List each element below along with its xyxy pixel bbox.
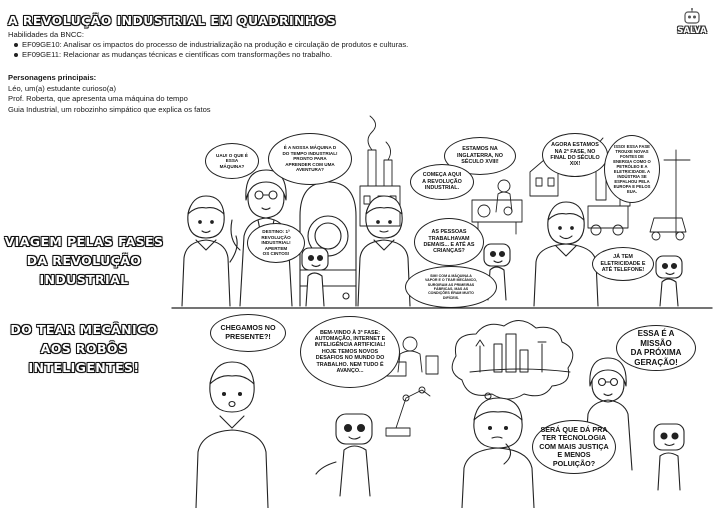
bncc-item: EF09GE10: Analisar os impactos do processo de industrialização na produção e circulação de produtos e culturas.	[14, 40, 528, 50]
bncc-item: EF09GE11: Relacionar as mudanças técnicas e científicas com transformações no trabalho.	[14, 50, 528, 60]
student-leo-figure	[358, 196, 410, 306]
future-city-cloud	[452, 320, 573, 406]
robot-guide-figure	[302, 248, 328, 306]
student-leo-figure	[182, 196, 237, 306]
speech-bubble: ESTAMOS NA INGLATERRA, NO SÉCULO XVIII!	[444, 137, 516, 175]
speech-bubble: UAU! O QUE É ESSA MÁQUINA?	[205, 143, 259, 179]
robot-guide-figure	[654, 424, 684, 490]
bncc-heading: Habilidades da BNCC:	[8, 30, 84, 39]
student-leo-figure	[462, 398, 534, 508]
character-item: Guia Industrial, um robozinho simpático que explica os fatos	[8, 104, 211, 114]
speech-bubble: AGORA ESTAMOS NA 2ª FASE, NO FINAL DO SÉCULO XIX!	[542, 133, 608, 177]
side-title-line: DO TEAR MECÂNICO	[10, 322, 158, 337]
speech-bubble: DESTINO: 1ª REVOLUÇÃO INDUSTRIAL! APERTEM OS CINTOS!	[247, 223, 305, 263]
side-title-line: INDUSTRIAL	[39, 272, 129, 287]
character-item: Léo, um(a) estudante curioso(a)	[8, 83, 117, 93]
factory-background	[360, 116, 400, 226]
robot-guide-figure	[316, 414, 372, 496]
robot-guide-figure	[656, 256, 682, 306]
speech-bubble: COMEÇA AQUI A REVOLUÇÃO INDUSTRIAL.	[410, 164, 474, 200]
side-title-line: DA REVOLUÇÃO	[26, 253, 142, 268]
speech-bubble: CHEGAMOS NO PRESENTE?!	[210, 314, 286, 352]
robot-arm-figure	[386, 387, 430, 436]
speech-bubble: SIM! COM A MÁQUINA A VAPOR E O TEAR MECÂNICO, SURGIRAM AS PRIMEIRAS FÁBRICAS, MAS AS CONDIÇÕES ERAM MUITO DIFÍCEIS.	[405, 266, 497, 308]
page-title: A REVOLUÇÃO INDUSTRIAL EM QUADRINHOS	[8, 13, 337, 28]
worker-loom-figure	[472, 180, 522, 234]
characters-heading: Personagens principais:	[8, 73, 97, 82]
speech-bubble: ISSO! ESSA FASE TROUXE NOVAS FONTES DE ENERGIA COMO O PETRÓLEO E A ELETRICIDADE. A INDÚSTRIA SE ESPALHOU PELA EUROPA E PELOS EUA.	[604, 135, 660, 203]
logo-text: SALVA	[677, 26, 707, 36]
character-item: Prof. Roberta, que apresenta uma máquina do tempo	[8, 94, 188, 103]
side-title-line: INTELIGENTES!	[28, 360, 140, 375]
speech-bubble: É A NOSSA MÁQUINA D DO TEMPO INDUSTRIAL! PRONTO PARA APRENDER COM UMA AVENTURA?	[268, 133, 352, 185]
speech-bubble: SERÁ QUE DÁ PRA TER TECNOLOGIA COM MAIS JUSTIÇA E MENOS POLUIÇÃO?	[532, 420, 616, 474]
speech-bubble: ESSA É A MISSÃO DA PRÓXIMA GERAÇÃO!	[616, 325, 696, 371]
speech-bubble: BEM-VINDO À 3ª FASE: AUTOMAÇÃO, INTERNET E INTELIGÊNCIA ARTIFICIAL! HOJE TEMOS NOVOS DESAFIOS NO MUNDO DO TRABALHO. NEM TUDO É AVANÇO...	[300, 316, 400, 388]
speech-bubble: JÁ TEM ELETRICIDADE E ATÉ TELEFONE!	[592, 247, 654, 281]
side-title-line: AOS ROBÔS	[40, 341, 128, 356]
side-title-line: VIAGEM PELAS FASES	[4, 234, 164, 249]
speech-bubble: AS PESSOAS TRABALHAVAM DEMAIS... E ATÉ AS CRIANÇAS?	[414, 218, 484, 266]
student-leo-figure	[196, 362, 268, 508]
